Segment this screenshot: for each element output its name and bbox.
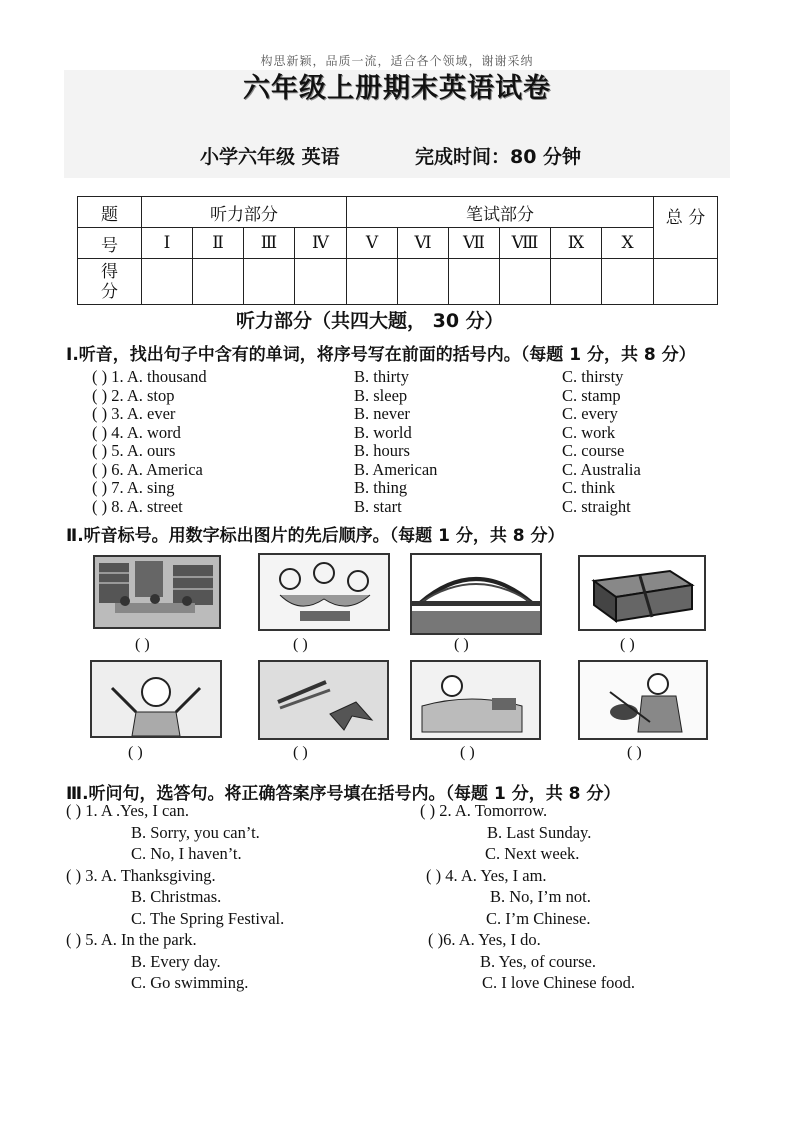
s1-q3: ( ) 3. A. ever	[92, 404, 176, 423]
score-cell[interactable]	[398, 259, 449, 305]
paren-pic3[interactable]: ( )	[454, 636, 469, 653]
library-picture	[93, 555, 221, 629]
score-cell[interactable]	[449, 259, 500, 305]
s1-q3-b: B. never	[354, 404, 410, 423]
s1-q6-c: C. Australia	[562, 460, 641, 479]
s3-q3: ( ) 3. A. Thanksgiving.	[66, 866, 216, 885]
s3-q1-b: B. Sorry, you can’t.	[131, 823, 260, 842]
score-cell[interactable]	[142, 259, 193, 305]
s1-q8-b: B. start	[354, 497, 402, 516]
s3-q2: ( ) 2. A. Tomorrow.	[420, 801, 548, 820]
score-cell[interactable]	[347, 259, 398, 305]
pens-and-bird-picture	[258, 660, 389, 740]
total-score-cell[interactable]	[654, 259, 718, 305]
s1-q3-c: C. every	[562, 404, 618, 423]
s1-q1-c: C. thirsty	[562, 367, 624, 386]
section3-heading: Ⅲ.听问句，选答句。将正确答案序号填在括号内。（每题 1 分，共 8 分）	[66, 784, 621, 804]
s1-q7: ( ) 7. A. sing	[92, 478, 175, 497]
numeral-1: Ⅰ	[142, 228, 193, 259]
s3-q6-b: B. Yes, of course.	[480, 952, 596, 971]
gift-box-picture	[578, 555, 706, 631]
s1-q1-b: B. thirty	[354, 367, 410, 386]
s1-q2: ( ) 2. A. stop	[92, 386, 175, 405]
s1-q6: ( ) 6. A. America	[92, 460, 203, 479]
paren-pic8[interactable]: ( )	[627, 744, 642, 761]
s3-q2-c: C. Next week.	[485, 844, 580, 863]
part-title: 听力部分（共四大题， 30 分）	[236, 310, 504, 332]
s1-q2-c: C. stamp	[562, 386, 621, 405]
section2-heading: Ⅱ.听音标号。用数字标出图片的先后顺序。（每题 1 分，共 8 分）	[66, 526, 565, 546]
s1-q1: ( ) 1. A. thousand	[92, 367, 207, 386]
paren-pic5[interactable]: ( )	[128, 744, 143, 761]
paren-pic6[interactable]: ( )	[293, 744, 308, 761]
numeral-4: Ⅳ	[295, 228, 347, 259]
child-waving-picture	[90, 660, 222, 738]
numeral-7: Ⅶ	[449, 228, 500, 259]
s3-q1: ( ) 1. A .Yes, I can.	[66, 801, 189, 820]
s1-q5-c: C. course	[562, 441, 625, 460]
s3-q5-b: B. Every day.	[131, 952, 221, 971]
s3-q4: ( ) 4. A. Yes, I am.	[426, 866, 547, 885]
s1-q4-c: C. work	[562, 423, 616, 442]
total-header: 总 分	[654, 197, 718, 259]
girl-in-bed-picture	[410, 660, 541, 740]
label-question-bottom: 号	[78, 228, 142, 259]
s3-q1-c: C. No, I haven’t.	[131, 844, 242, 863]
s3-q5-c: C. Go swimming.	[131, 973, 249, 992]
label-score: 得 分	[78, 259, 142, 305]
numeral-6: Ⅵ	[398, 228, 449, 259]
score-cell[interactable]	[602, 259, 654, 305]
s1-q5: ( ) 5. A. ours	[92, 441, 176, 460]
score-cell[interactable]	[551, 259, 602, 305]
s1-q2-b: B. sleep	[354, 386, 408, 405]
s3-q3-b: B. Christmas.	[131, 887, 222, 906]
score-cell[interactable]	[500, 259, 551, 305]
paren-pic2[interactable]: ( )	[293, 636, 308, 653]
numeral-5: Ⅴ	[347, 228, 398, 259]
s3-q4-c: C. I’m Chinese.	[486, 909, 591, 928]
listening-header: 听力部分	[142, 197, 347, 228]
numeral-8: Ⅷ	[500, 228, 551, 259]
score-cell[interactable]	[193, 259, 244, 305]
paren-pic7[interactable]: ( )	[460, 744, 475, 761]
exam-title: 六年级上册期末英语试卷	[243, 73, 551, 104]
watermark-text: 构思新颖，品质一流，适合各个领域，谢谢采纳	[260, 54, 534, 68]
numeral-2: Ⅱ	[193, 228, 244, 259]
section1-heading: Ⅰ.听音，找出句子中含有的单词，将序号写在前面的括号内。（每题 1 分，共 8 分）	[66, 345, 696, 365]
s3-q6: ( )6. A. Yes, I do.	[428, 930, 541, 949]
s3-q2-b: B. Last Sunday.	[487, 823, 592, 842]
s1-q4: ( ) 4. A. word	[92, 423, 181, 442]
label-question-top: 题	[78, 197, 142, 228]
score-cell[interactable]	[244, 259, 295, 305]
bridge-picture	[410, 553, 542, 635]
numeral-9: Ⅸ	[551, 228, 602, 259]
s1-q7-b: B. thing	[354, 478, 408, 497]
grade-subject: 小学六年级 英语	[200, 146, 340, 168]
s3-q4-b: B. No, I’m not.	[490, 887, 591, 906]
children-playing-picture	[258, 553, 390, 631]
numeral-10: Ⅹ	[602, 228, 654, 259]
s1-q8-c: C. straight	[562, 497, 631, 516]
numeral-3: Ⅲ	[244, 228, 295, 259]
s3-q3-c: C. The Spring Festival.	[131, 909, 285, 928]
score-cell[interactable]	[295, 259, 347, 305]
s1-q8: ( ) 8. A. street	[92, 497, 183, 516]
s3-q5: ( ) 5. A. In the park.	[66, 930, 197, 949]
s1-q6-b: B. American	[354, 460, 438, 479]
paren-pic4[interactable]: ( )	[620, 636, 635, 653]
man-with-violin-picture	[578, 660, 708, 740]
paren-pic1[interactable]: ( )	[135, 636, 150, 653]
score-table	[77, 196, 718, 305]
time-limit: 完成时间：80 分钟	[415, 146, 582, 168]
s1-q4-b: B. world	[354, 423, 412, 442]
s3-q6-c: C. I love Chinese food.	[482, 973, 636, 992]
s1-q7-c: C. think	[562, 478, 616, 497]
s1-q5-b: B. hours	[354, 441, 410, 460]
writing-header: 笔试部分	[347, 197, 654, 228]
